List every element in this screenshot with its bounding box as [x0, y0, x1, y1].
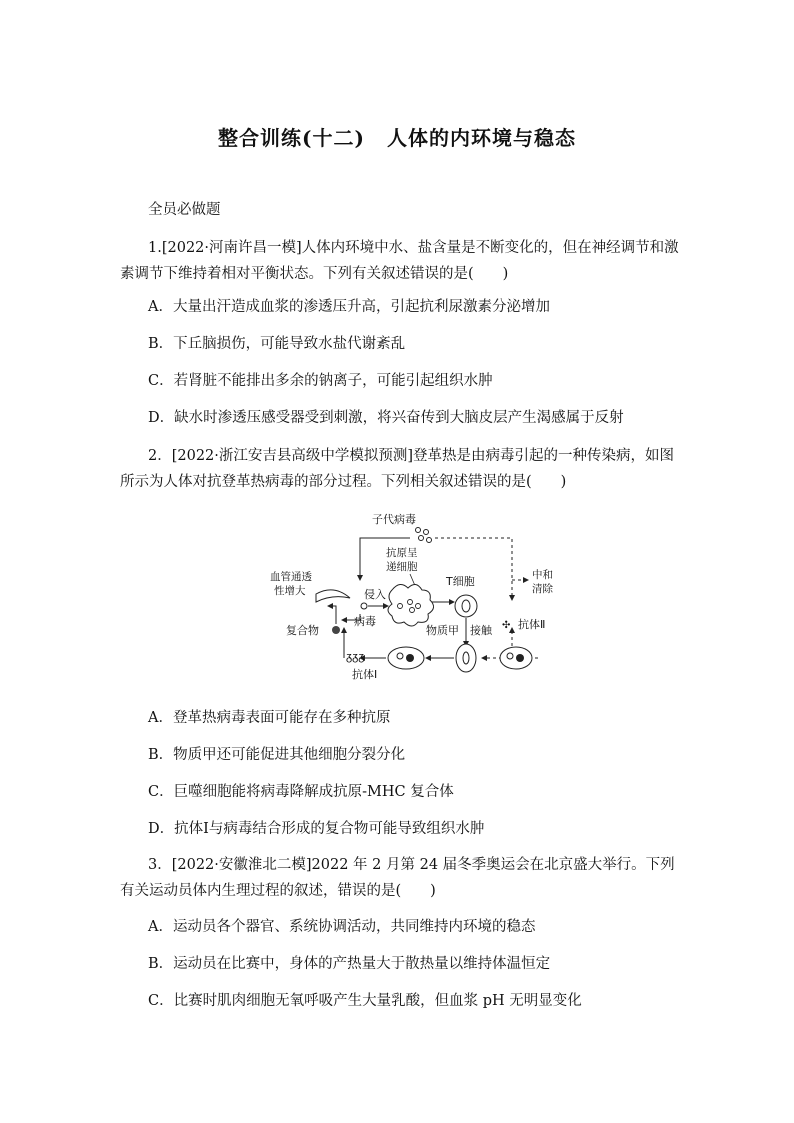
- q2-option-b: B．物质甲还可能促进其他细胞分裂分化: [148, 747, 406, 763]
- t-cell: [455, 595, 477, 617]
- svg-text:清除: 清除: [532, 583, 553, 595]
- q3-option-b: B．运动员在比赛中，身体的产热量大于散热量以维持体温恒定: [148, 956, 551, 972]
- q1-option-c: C．若肾脏不能排出多余的钠离子，可能引起组织水肿: [148, 373, 493, 389]
- label-contact: 接触: [470, 624, 492, 637]
- label-neutralize: 中和: [532, 569, 553, 581]
- complex-icon: [332, 626, 340, 634]
- label-antibody-2: 抗体Ⅱ: [518, 618, 546, 631]
- b-cell: [456, 644, 476, 672]
- label-apc: 抗原呈: [386, 547, 418, 559]
- label-invade: 侵入: [364, 588, 386, 601]
- section-heading: 全员必做题: [148, 202, 221, 218]
- vessel-icon: [316, 590, 350, 602]
- dashed-to-neutralize: [435, 538, 512, 600]
- svg-text:✣: ✣: [502, 620, 511, 631]
- q1-option-b: B．下丘脑损伤，可能导致水盐代谢紊乱: [148, 336, 406, 352]
- label-virus: 病毒: [354, 615, 376, 628]
- title-main: 整合训练(十二): [218, 126, 365, 150]
- svg-text:递细胞: 递细胞: [386, 561, 418, 573]
- q1-option-a: A．大量出汗造成血浆的渗透压升高，引起抗利尿激素分泌增加: [148, 299, 550, 315]
- q3-stem: 3．[2022·安徽淮北二模]2022 年 2 月第 24 届冬季奥运会在北京盛大举行。下列有关运动员体内生理过程的叙述，错误的是( ): [120, 857, 675, 899]
- label-complex: 复合物: [286, 624, 319, 637]
- page-title: [0, 122, 794, 151]
- svg-text:性增大: 性增大: [274, 585, 306, 597]
- q2-stem: 2．[2022·浙江安吉县高级中学模拟预测]登革热是由病毒引起的一种传染病，如图所示为人体对抗登革热病毒的部分过程。下列相关叙述错误的是( ): [120, 448, 675, 490]
- label-antibody-1: 抗体Ⅰ: [352, 668, 378, 681]
- label-t-cell: T细胞: [446, 575, 475, 588]
- offspring-virus-icon: [416, 528, 432, 543]
- svg-text:ᵹᵹᵹ: ᵹᵹᵹ: [346, 650, 365, 663]
- label-substance-a: 物质甲: [426, 624, 459, 637]
- apc-cell: [388, 584, 434, 626]
- q2-option-c: C．巨噬细胞能将病毒降解成抗原-MHC 复合体: [148, 784, 454, 800]
- label-offspring-virus: 子代病毒: [372, 513, 416, 526]
- title-sub: 人体的内环境与稳态: [386, 126, 576, 150]
- q3-option-c: C．比赛时肌肉细胞无氧呼吸产生大量乳酸，但血浆 pH 无明显变化: [148, 993, 582, 1009]
- q1-option-d: D．缺水时渗透压感受器受到刺激，将兴奋传到大脑皮层产生渴感属于反射: [148, 410, 624, 426]
- q2-option-a: A．登革热病毒表面可能存在多种抗原: [148, 710, 391, 726]
- q2-figure: [240, 510, 560, 700]
- arrow-to-apc: [360, 538, 410, 580]
- q3-option-a: A．运动员各个器官、系统协调活动，共同维持内环境的稳态: [148, 919, 536, 935]
- q2-option-d: D．抗体Ⅰ与病毒结合形成的复合物可能导致组织水肿: [148, 821, 485, 837]
- label-vessel: 血管通透: [270, 571, 312, 583]
- q1-stem: 1.[2022·河南许昌一模]人体内环境中水、盐含量是不断变化的，但在神经调节和激素调节下维持着相对平衡状态。下列有关叙述错误的是( ): [120, 240, 679, 282]
